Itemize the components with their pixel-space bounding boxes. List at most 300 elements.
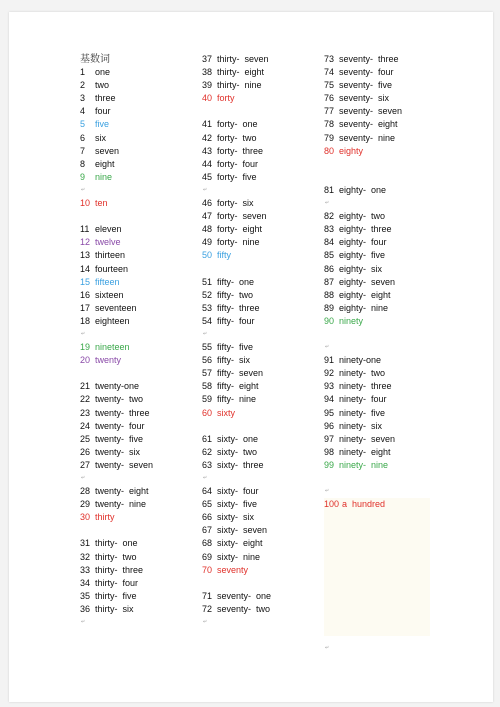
number-entry — [202, 603, 312, 616]
number-value: 46 — [202, 198, 213, 209]
number-word: thirty- eight — [217, 67, 265, 78]
number-entry — [324, 459, 444, 472]
number-word: ninety- three — [339, 381, 392, 392]
number-value: 43 — [202, 145, 213, 156]
paragraph-mark: ↵ — [203, 330, 208, 337]
number-entry — [202, 249, 312, 262]
number-value: 99 — [324, 459, 335, 470]
number-entry — [202, 498, 312, 511]
number-word: eighty- three — [339, 224, 392, 235]
number-word: thirty- seven — [217, 54, 269, 64]
number-entry — [324, 79, 444, 92]
number-word: one — [95, 67, 111, 78]
number-value: 69 — [202, 551, 213, 562]
number-entry — [80, 498, 190, 511]
number-entry — [324, 118, 444, 131]
number-word: sixteen — [95, 289, 124, 300]
number-word: twenty- seven — [95, 459, 154, 470]
number-value: 71 — [202, 590, 213, 601]
number-word: forty — [217, 93, 235, 104]
number-entry — [202, 145, 312, 158]
number-entry — [80, 105, 190, 118]
number-word: sixty- three — [217, 459, 264, 470]
number-entry — [202, 79, 312, 92]
number-entry — [324, 236, 444, 249]
blank-line — [324, 472, 444, 485]
paragraph-mark: ↵ — [81, 619, 86, 626]
number-value: 91 — [324, 355, 335, 366]
number-value: 31 — [80, 538, 91, 549]
number-word: twelve — [95, 237, 121, 248]
number-word: nineteen — [95, 342, 130, 353]
number-value: 44 — [202, 158, 213, 169]
number-entry — [202, 407, 312, 420]
number-value: 67 — [202, 525, 213, 536]
number-word: sixty- six — [217, 512, 254, 523]
number-value: 12 — [80, 237, 91, 248]
number-entry — [324, 315, 444, 328]
number-word: ninety — [339, 315, 364, 326]
number-entry — [80, 223, 190, 236]
number-value: 63 — [202, 459, 213, 470]
number-word: thirty- nine — [217, 80, 262, 91]
number-entry — [324, 263, 444, 276]
number-word: ten — [95, 198, 108, 209]
number-word: nine — [95, 171, 113, 182]
number-value: 32 — [80, 551, 91, 562]
number-entry — [80, 446, 190, 459]
paragraph-mark: ↵ — [203, 475, 208, 481]
number-entry — [80, 158, 190, 171]
number-entry — [80, 393, 190, 406]
number-value: 59 — [202, 394, 213, 405]
number-entry — [80, 66, 190, 79]
number-entry — [202, 433, 312, 446]
number-entry — [80, 263, 190, 276]
blank-line — [324, 603, 444, 616]
number-entry — [324, 145, 444, 158]
number-value: 30 — [80, 512, 91, 523]
number-word: twenty-one — [95, 381, 140, 392]
number-entry — [324, 380, 444, 393]
number-value: 16 — [80, 289, 91, 300]
number-value: 5 — [80, 119, 86, 130]
number-word: forty- seven — [217, 211, 267, 222]
number-word: forty- four — [217, 158, 259, 169]
number-value: 13 — [80, 250, 91, 261]
number-word: ninety- two — [339, 368, 386, 379]
blank-line — [80, 367, 190, 380]
number-value: 17 — [80, 302, 91, 313]
number-word: sixty- four — [217, 486, 259, 497]
number-value: 96 — [324, 420, 335, 431]
number-word: sixty- one — [217, 433, 259, 444]
blank-line — [202, 105, 312, 118]
number-word: seven — [95, 145, 120, 156]
number-word: fifty- eight — [217, 381, 259, 392]
number-value: 4 — [80, 106, 86, 117]
number-value: 80 — [324, 145, 335, 156]
number-word: thirty- four — [95, 577, 139, 588]
number-entry — [202, 551, 312, 564]
number-word: seventy- eight — [339, 119, 398, 130]
number-word: fourteen — [95, 263, 129, 274]
number-word: sixty- seven — [217, 525, 268, 536]
number-word: fifty — [217, 250, 232, 261]
number-value: 33 — [80, 564, 91, 575]
number-value: 89 — [324, 302, 335, 313]
number-value: 52 — [202, 289, 213, 300]
number-entry — [202, 171, 312, 184]
number-value: 77 — [324, 106, 335, 117]
number-word: twenty- two — [95, 394, 144, 405]
number-value: 14 — [80, 263, 91, 274]
number-word: seventy- three — [339, 54, 399, 64]
number-word: ninety- five — [339, 407, 386, 418]
number-word: twenty — [95, 355, 122, 366]
number-value: 68 — [202, 538, 213, 549]
number-word: twenty- five — [95, 433, 144, 444]
number-word: eighty — [339, 145, 364, 156]
number-value: 36 — [80, 603, 91, 614]
number-value: 27 — [80, 459, 91, 470]
number-entry — [80, 433, 190, 446]
number-word: ninety- seven — [339, 433, 396, 444]
number-value: 65 — [202, 499, 213, 510]
number-word: fifty- nine — [217, 394, 257, 405]
number-word: ninety- four — [339, 394, 387, 405]
number-value: 87 — [324, 276, 335, 287]
number-word: ninety- eight — [339, 446, 391, 457]
number-value: 74 — [324, 67, 335, 78]
column-3 — [324, 53, 444, 655]
number-value: 48 — [202, 224, 213, 235]
number-value: 6 — [80, 132, 86, 143]
number-word: eighty- five — [339, 250, 386, 261]
blank-line — [324, 616, 444, 629]
number-value: 75 — [324, 80, 335, 91]
blank-line — [324, 629, 444, 642]
number-entry — [80, 354, 190, 367]
number-word: seventy- two — [217, 603, 271, 614]
number-value: 58 — [202, 381, 213, 392]
paragraph-mark: ↵ — [203, 186, 208, 193]
number-value: 19 — [80, 342, 91, 353]
number-value: 24 — [80, 420, 91, 431]
number-entry — [202, 92, 312, 105]
paragraph-mark: ↵ — [81, 330, 86, 337]
number-value: 62 — [202, 446, 213, 457]
number-entry — [324, 446, 444, 459]
number-value: 57 — [202, 368, 213, 379]
number-entry — [202, 511, 312, 524]
number-entry — [80, 197, 190, 210]
number-value: 85 — [324, 250, 335, 261]
number-value: 15 — [80, 276, 91, 287]
number-entry — [324, 433, 444, 446]
number-word: ninety-one — [339, 355, 382, 366]
number-word: fifty- two — [217, 289, 254, 300]
number-word: forty- two — [217, 132, 257, 143]
blank-line — [324, 171, 444, 184]
number-value: 56 — [202, 355, 213, 366]
number-entry — [324, 407, 444, 420]
number-entry — [80, 459, 190, 472]
number-word: thirty- one — [95, 538, 138, 549]
number-entry — [202, 132, 312, 145]
number-entry — [324, 354, 444, 367]
number-word: thirty- three — [95, 564, 144, 575]
number-value: 35 — [80, 590, 91, 601]
number-word: forty- six — [217, 198, 254, 209]
number-value: 25 — [80, 433, 91, 444]
number-word: eleven — [95, 224, 122, 235]
number-entry — [324, 420, 444, 433]
number-word: four — [95, 106, 111, 117]
number-word: sixty- nine — [217, 551, 261, 562]
number-entry — [202, 590, 312, 603]
number-entry — [324, 184, 444, 197]
paragraph-mark: ↵ — [81, 475, 86, 481]
number-value: 49 — [202, 237, 213, 248]
number-value: 72 — [202, 603, 213, 614]
number-word: eighty- four — [339, 237, 387, 248]
number-entry — [324, 210, 444, 223]
number-word: fifty- three — [217, 302, 260, 313]
number-entry — [80, 276, 190, 289]
number-entry — [80, 485, 190, 498]
number-value: 84 — [324, 237, 335, 248]
number-entry — [202, 367, 312, 380]
number-entry — [202, 354, 312, 367]
number-value: 42 — [202, 132, 213, 143]
number-word: eighty- seven — [339, 276, 396, 287]
blank-line — [324, 158, 444, 171]
number-word: thirty- five — [95, 590, 137, 601]
number-entry — [202, 236, 312, 249]
number-word: fifty- six — [217, 355, 250, 366]
number-value: 3 — [80, 93, 86, 104]
number-value: 18 — [80, 315, 91, 326]
number-entry — [202, 315, 312, 328]
number-entry — [324, 105, 444, 118]
number-word: a hundred — [342, 499, 386, 510]
blank-line — [202, 420, 312, 433]
number-entry — [80, 132, 190, 145]
number-entry — [202, 446, 312, 459]
number-value: 61 — [202, 433, 213, 444]
paragraph-mark: ↵ — [325, 344, 330, 351]
number-word: seventy — [217, 564, 249, 575]
number-word: twenty- three — [95, 407, 150, 418]
blank-line — [80, 524, 190, 537]
blank-line — [324, 524, 444, 537]
number-entry — [202, 302, 312, 315]
number-word: seventeen — [95, 302, 137, 313]
number-entry — [80, 236, 190, 249]
number-entry — [324, 92, 444, 105]
number-word: fifty- four — [217, 315, 255, 326]
number-word: thirty- six — [95, 603, 134, 614]
number-entry — [80, 302, 190, 315]
number-value: 22 — [80, 394, 91, 405]
number-entry — [202, 524, 312, 537]
paragraph-mark: ↵ — [325, 200, 330, 207]
number-word: forty- five — [217, 171, 257, 182]
blank-line — [324, 551, 444, 564]
blank-line — [324, 590, 444, 603]
number-word: ninety- six — [339, 420, 383, 431]
number-entry — [202, 564, 312, 577]
blank-line — [80, 210, 190, 223]
number-value: 7 — [80, 145, 86, 156]
blank-line — [324, 328, 444, 341]
number-entry — [324, 132, 444, 145]
number-word: two — [95, 80, 110, 91]
number-word: seventy- seven — [339, 106, 403, 117]
number-entry — [80, 289, 190, 302]
number-value: 55 — [202, 342, 213, 353]
column-1 — [80, 53, 190, 629]
number-value: 50 — [202, 250, 213, 261]
number-value: 11 — [80, 224, 90, 235]
number-word: eighty- one — [339, 184, 387, 195]
number-entry — [324, 393, 444, 406]
number-value: 37 — [202, 54, 213, 64]
number-entry — [202, 341, 312, 354]
number-entry — [202, 380, 312, 393]
number-entry — [202, 197, 312, 210]
number-word: seventy- nine — [339, 132, 396, 143]
number-value: 66 — [202, 512, 213, 523]
number-word: sixty- five — [217, 499, 258, 510]
number-entry — [80, 407, 190, 420]
number-word: seventy- one — [217, 590, 272, 601]
number-value: 83 — [324, 224, 335, 235]
number-word: eight — [95, 158, 115, 169]
number-value: 82 — [324, 211, 335, 222]
number-word: seventy- six — [339, 93, 390, 104]
number-value: 38 — [202, 67, 213, 78]
number-word: thirteen — [95, 250, 126, 261]
number-value: 51 — [202, 276, 213, 287]
number-word: twenty- four — [95, 420, 145, 431]
number-word: three — [95, 93, 116, 104]
number-value: 64 — [202, 486, 213, 497]
number-value: 92 — [324, 368, 335, 379]
number-word: ninety- nine — [339, 459, 389, 470]
blank-line — [202, 577, 312, 590]
number-value: 95 — [324, 407, 335, 418]
number-word: fifty- one — [217, 276, 255, 287]
number-value: 53 — [202, 302, 213, 313]
number-entry — [80, 79, 190, 92]
number-value: 45 — [202, 171, 213, 182]
number-entry — [202, 537, 312, 550]
number-value: 9 — [80, 171, 86, 182]
number-value: 39 — [202, 80, 213, 91]
paragraph-mark: ↵ — [203, 619, 208, 626]
number-word: forty- three — [217, 145, 264, 156]
blank-line — [324, 577, 444, 590]
number-entry — [202, 158, 312, 171]
number-word: forty- nine — [217, 237, 260, 248]
number-entry — [324, 289, 444, 302]
number-entry — [202, 393, 312, 406]
number-value: 79 — [324, 132, 335, 143]
number-value: 34 — [80, 577, 91, 588]
number-entry — [202, 276, 312, 289]
number-word: sixty- two — [217, 446, 258, 457]
number-word: sixty- eight — [217, 538, 263, 549]
number-entry — [80, 341, 190, 354]
number-entry — [324, 367, 444, 380]
blank-line — [202, 263, 312, 276]
number-entry — [202, 66, 312, 79]
number-word: twenty- nine — [95, 499, 147, 510]
number-value: 28 — [80, 486, 91, 497]
number-entry — [324, 66, 444, 79]
number-entry — [202, 459, 312, 472]
blank-line — [324, 537, 444, 550]
number-word: six — [95, 132, 106, 143]
paragraph-mark: ↵ — [325, 488, 330, 495]
number-value: 26 — [80, 446, 91, 457]
number-entry — [80, 92, 190, 105]
column-2 — [202, 53, 312, 629]
number-value: 29 — [80, 499, 91, 510]
number-value: 1 — [80, 67, 86, 78]
number-entry — [80, 420, 190, 433]
number-entry — [202, 210, 312, 223]
blank-line — [324, 511, 444, 524]
number-word: eighty- nine — [339, 302, 389, 313]
number-value: 88 — [324, 289, 335, 300]
number-value: 54 — [202, 315, 213, 326]
number-entry — [324, 249, 444, 262]
number-value: 86 — [324, 263, 335, 274]
number-entry — [80, 118, 190, 131]
number-value: 20 — [80, 355, 91, 366]
number-value: 70 — [202, 564, 213, 575]
number-entry — [80, 577, 190, 590]
number-word: twenty- six — [95, 446, 141, 457]
blank-line — [324, 564, 444, 577]
number-value: 90 — [324, 315, 335, 326]
number-word: seventy- five — [339, 80, 393, 91]
number-entry — [202, 118, 312, 131]
number-entry — [324, 223, 444, 236]
paragraph-mark: ↵ — [325, 645, 330, 652]
number-value: 47 — [202, 211, 213, 222]
number-value: 40 — [202, 93, 213, 104]
number-entry — [80, 145, 190, 158]
number-word: fifteen — [95, 276, 120, 287]
number-value: 93 — [324, 381, 335, 392]
number-word: seventy- four — [339, 67, 394, 78]
number-entry — [324, 53, 444, 66]
number-word: sixty — [217, 407, 235, 418]
number-value: 10 — [80, 198, 91, 209]
number-word: fifty- five — [217, 342, 254, 353]
number-value: 60 — [202, 407, 213, 418]
number-value: 76 — [324, 93, 335, 104]
number-value: 73 — [324, 54, 335, 64]
number-word: five — [95, 119, 110, 130]
number-entry — [202, 223, 312, 236]
number-entry — [80, 171, 190, 184]
number-word: forty- one — [217, 119, 258, 130]
